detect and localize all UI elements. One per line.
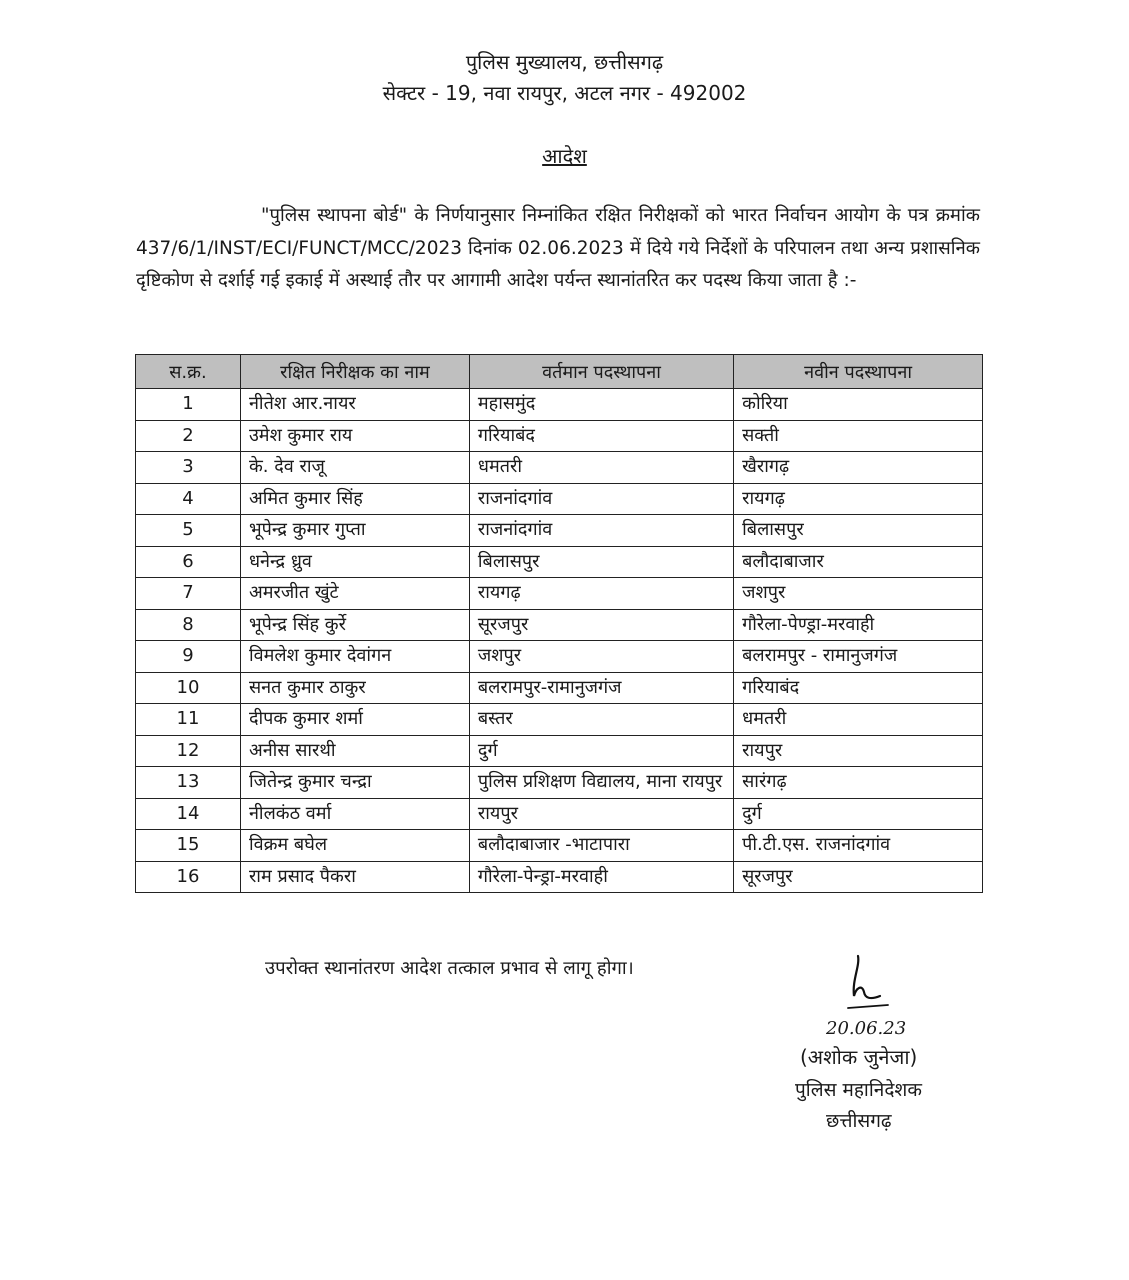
header-current-posting: वर्तमान पदस्थापना: [469, 355, 733, 389]
table-row: [136, 546, 983, 578]
serial-cell: 1: [136, 389, 241, 421]
current-posting-cell: बिलासपुर: [469, 546, 733, 578]
table-row: [136, 483, 983, 515]
name-cell: धनेन्द्र ध्रुव: [240, 546, 469, 578]
current-posting-cell: रायगढ़: [469, 578, 733, 610]
table-row: [136, 704, 983, 736]
new-posting-cell: बलौदाबाजार: [734, 546, 983, 578]
order-title: आदेश: [542, 144, 587, 168]
name-cell: अमरजीत खुंटे: [240, 578, 469, 610]
table-row: [136, 735, 983, 767]
new-posting-cell: गौरेला-पेण्ड्रा-मरवाही: [734, 609, 983, 641]
current-posting-cell: गरियाबंद: [469, 420, 733, 452]
signatory-name: (अशोक जुनेजा): [800, 1045, 918, 1069]
current-posting-cell: पुलिस प्रशिक्षण विद्यालय, माना रायपुर: [469, 767, 733, 799]
serial-cell: 3: [136, 452, 241, 484]
header-new-posting: नवीन पदस्थापना: [734, 355, 983, 389]
table-row: [136, 578, 983, 610]
name-cell: विक्रम बघेल: [240, 830, 469, 862]
name-cell: नीतेश आर.नायर: [240, 389, 469, 421]
table-row: [136, 672, 983, 704]
new-posting-cell: कोरिया: [734, 389, 983, 421]
name-cell: जितेन्द्र कुमार चन्द्रा: [240, 767, 469, 799]
name-cell: नीलकंठ वर्मा: [240, 798, 469, 830]
current-posting-cell: दुर्ग: [469, 735, 733, 767]
table-row: [136, 798, 983, 830]
new-posting-cell: गरियाबंद: [734, 672, 983, 704]
header-serial: स.क्र.: [136, 355, 241, 389]
signature-date: 20.06.23: [826, 1018, 907, 1039]
table-row: [136, 830, 983, 862]
header-line-2: सेक्टर - 19, नवा रायपुर, अटल नगर - 492002: [382, 81, 747, 105]
serial-cell: 6: [136, 546, 241, 578]
current-posting-cell: बलौदाबाजार -भाटापारा: [469, 830, 733, 862]
new-posting-cell: बलरामपुर - रामानुजगंज: [734, 641, 983, 673]
new-posting-cell: सक्ती: [734, 420, 983, 452]
order-title-wrap: [0, 142, 1129, 169]
serial-cell: 10: [136, 672, 241, 704]
serial-cell: 9: [136, 641, 241, 673]
current-posting-cell: रायपुर: [469, 798, 733, 830]
new-posting-cell: सारंगढ़: [734, 767, 983, 799]
new-posting-cell: दुर्ग: [734, 798, 983, 830]
new-posting-cell: सूरजपुर: [734, 861, 983, 893]
serial-cell: 2: [136, 420, 241, 452]
new-posting-cell: धमतरी: [734, 704, 983, 736]
table-row: [136, 641, 983, 673]
name-cell: उमेश कुमार राय: [240, 420, 469, 452]
signatory-designation: पुलिस महानिदेशक: [795, 1079, 922, 1101]
name-cell: भूपेन्द्र सिंह कुर्रे: [240, 609, 469, 641]
new-posting-cell: पी.टी.एस. राजनांदगांव: [734, 830, 983, 862]
current-posting-cell: राजनांदगांव: [469, 483, 733, 515]
name-cell: भूपेन्द्र कुमार गुप्ता: [240, 515, 469, 547]
current-posting-cell: धमतरी: [469, 452, 733, 484]
table-row: [136, 767, 983, 799]
name-cell: के. देव राजू: [240, 452, 469, 484]
serial-cell: 5: [136, 515, 241, 547]
table-body: [136, 389, 983, 893]
serial-cell: 11: [136, 704, 241, 736]
table-row: [136, 389, 983, 421]
serial-cell: 8: [136, 609, 241, 641]
table-row: [136, 609, 983, 641]
new-posting-cell: रायगढ़: [734, 483, 983, 515]
serial-cell: 16: [136, 861, 241, 893]
name-cell: दीपक कुमार शर्मा: [240, 704, 469, 736]
serial-cell: 14: [136, 798, 241, 830]
table-row: [136, 861, 983, 893]
current-posting-cell: सूरजपुर: [469, 609, 733, 641]
current-posting-cell: बलरामपुर-रामानुजगंज: [469, 672, 733, 704]
new-posting-cell: खैरागढ़: [734, 452, 983, 484]
current-posting-cell: बस्तर: [469, 704, 733, 736]
current-posting-cell: महासमुंद: [469, 389, 733, 421]
serial-cell: 13: [136, 767, 241, 799]
name-cell: अनीस सारथी: [240, 735, 469, 767]
signatory-state: छत्तीसगढ़: [826, 1110, 892, 1132]
header-name: रक्षित निरीक्षक का नाम: [240, 355, 469, 389]
current-posting-cell: राजनांदगांव: [469, 515, 733, 547]
serial-cell: 4: [136, 483, 241, 515]
name-cell: अमित कुमार सिंह: [240, 483, 469, 515]
table-row: [136, 515, 983, 547]
new-posting-cell: जशपुर: [734, 578, 983, 610]
serial-cell: 15: [136, 830, 241, 862]
name-cell: सनत कुमार ठाकुर: [240, 672, 469, 704]
current-posting-cell: जशपुर: [469, 641, 733, 673]
name-cell: राम प्रसाद पैकरा: [240, 861, 469, 893]
table-header-row: [136, 355, 983, 389]
header-line-1: पुलिस मुख्यालय, छत्तीसगढ़: [465, 50, 664, 74]
new-posting-cell: रायपुर: [734, 735, 983, 767]
signature-mark: [840, 948, 900, 1010]
new-posting-cell: बिलासपुर: [734, 515, 983, 547]
serial-cell: 12: [136, 735, 241, 767]
table-row: [136, 420, 983, 452]
current-posting-cell: गौरेला-पेन्ड्रा-मरवाही: [469, 861, 733, 893]
table-row: [136, 452, 983, 484]
closing-line: उपरोक्त स्थानांतरण आदेश तत्काल प्रभाव से लागू होगा।: [265, 958, 634, 979]
serial-cell: 7: [136, 578, 241, 610]
order-paragraph: "पुलिस स्थापना बोर्ड" के निर्णयानुसार निम्नांकित रक्षित निरीक्षकों को भारत निर्वाचन आयोग के पत्र क्रमांक 437/6/1/INST/ECI/FUNCT/MCC/2023 दिनांक 02.06.2023 में दिये गये निर्देशों के परिपालन तथा अन्य प्रशासनिक दृष्टिकोण से दर्शाई गई इकाई में अस्थाई तौर पर आगामी आदेश पर्यन्त स्थानांतरित कर पदस्थ किया जाता है :-: [136, 205, 980, 291]
transfer-table: [135, 354, 983, 893]
name-cell: विमलेश कुमार देवांगन: [240, 641, 469, 673]
